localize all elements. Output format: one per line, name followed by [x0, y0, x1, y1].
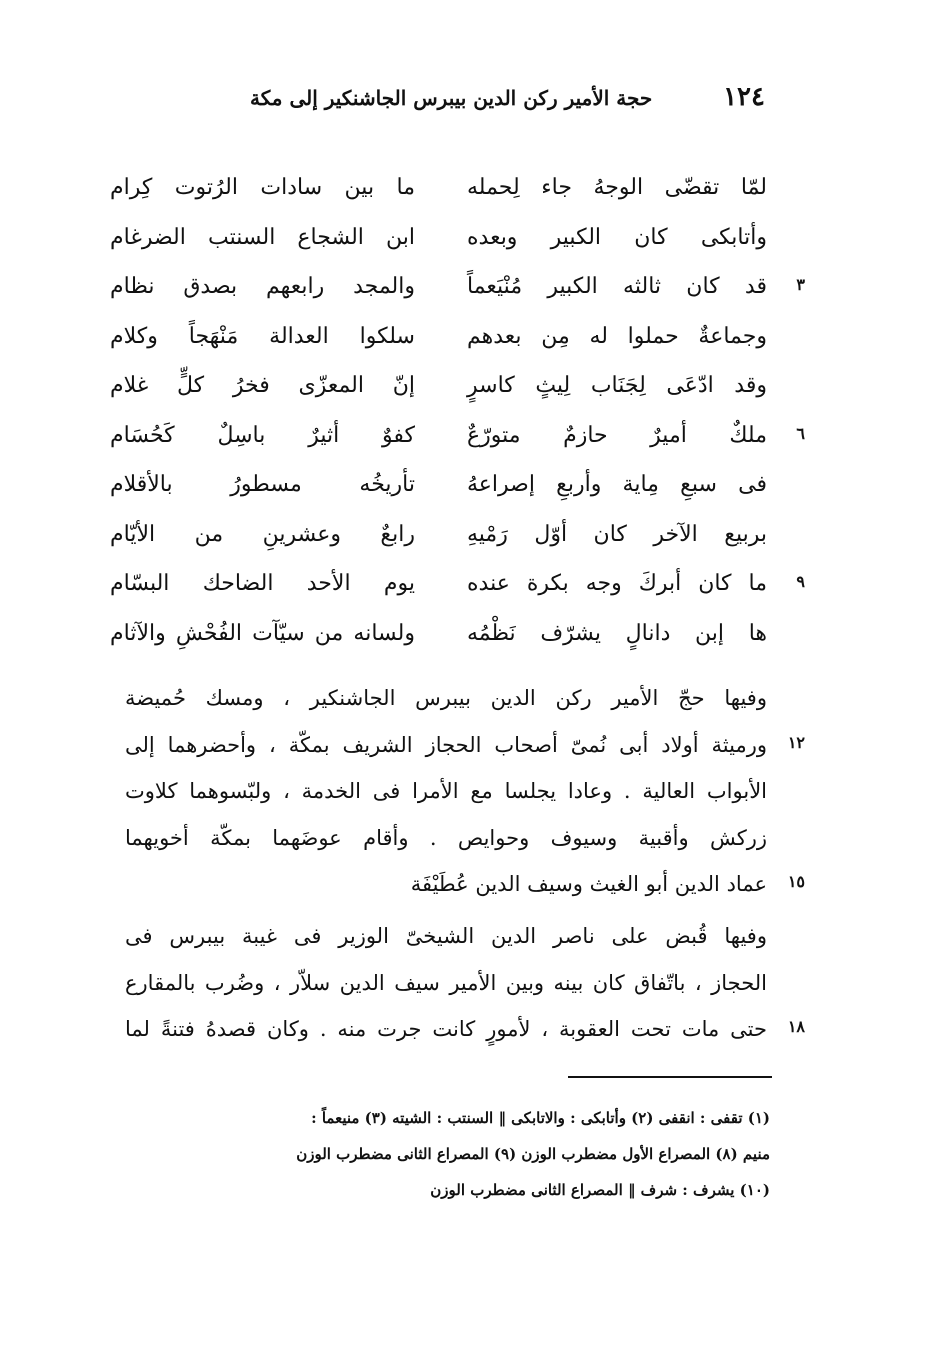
first-hemistich: قد كان ثالثه الكبير مُنْيَعماً	[467, 274, 767, 299]
verse-row	[110, 368, 805, 418]
verse-row	[110, 220, 805, 270]
line-number: ١٢	[787, 732, 805, 752]
second-hemistich: ولسانه من سيّآت الفُحْشِ والآثام	[110, 620, 415, 646]
text-line	[125, 965, 805, 1012]
verse-row	[110, 418, 805, 468]
line-text: وفيها قُبض على ناصر الدين الشيخىّ الوزير فى غيبة بيبرس فى	[125, 924, 767, 948]
first-hemistich: ها إبن دانالٍ يشرّف نَظْمُه	[467, 620, 767, 646]
verse-row	[110, 467, 805, 517]
first-hemistich: وجماعةٌ حملوا له مِن بعدهم	[467, 323, 767, 349]
first-hemistich: ملكٌ أميرٌ حازمٌ متورّعٌ	[467, 422, 767, 448]
second-hemistich: إنّ المعزّى فخرُ كلٍّ غلام	[110, 373, 415, 398]
line-number: ٩	[796, 572, 805, 591]
footnote-line: منيم (٨) المصراع الأول مضطرب الوزن (٩) المصراع الثانى مضطرب الوزن	[296, 1145, 770, 1163]
second-hemistich: كفوٌ أثيرٌ باسِلٌ كَحُسَام	[110, 422, 415, 448]
second-hemistich: تأريخُه مسطورُ بالأقلام	[110, 472, 415, 497]
footnote-line: (١٠) يشرف : شرف ‖ المصراع الثانى مضطرب الوزن	[430, 1181, 770, 1199]
text-line	[125, 918, 805, 965]
page-number: ١٢٤	[723, 82, 765, 112]
text-line	[125, 1011, 805, 1058]
second-hemistich: ابن الشجاع السنتب الضرغام	[110, 224, 415, 250]
footnote-separator	[568, 1076, 772, 1078]
text-line	[125, 727, 805, 774]
footnotes	[125, 1100, 770, 1208]
verse-row	[110, 566, 805, 616]
line-number: ١٥	[787, 872, 805, 892]
first-hemistich: فى سبعِ مِاية وأربعِ إصراعهُ	[467, 472, 767, 497]
second-hemistich: والمجد رابعهم بصدق نظام	[110, 274, 415, 299]
line-text: ورميثة أولاد أبى نُمىّ أصحاب الحجاز الشريف بمكّة ، وأحضرهما إلى	[125, 732, 767, 757]
line-number: ٣	[796, 275, 805, 294]
verse-row	[110, 517, 805, 567]
text-line	[125, 820, 805, 867]
line-text: عماد الدين أبو الغيث وسيف الدين عُطَيْفَة	[410, 872, 767, 897]
line-text: وفيها حجّ الأمير ركن الدين بيبرس الجاشنكير ، ومسك حُميضة	[125, 686, 767, 710]
line-text: الحجاز ، باتّفاق كان بينه وبين الأمير سيف الدين سلاّر ، وضُرب بالمقارع	[125, 970, 767, 995]
verse-row	[110, 170, 805, 220]
second-hemistich: ما بين سادات الرُتوت كِرام	[110, 175, 415, 200]
running-title: حجة الأمير ركن الدين بيبرس الجاشنكير إلى مكة	[250, 86, 653, 110]
prose-paragraph	[125, 918, 805, 1058]
second-hemistich: سلكوا العدالة مَنْهَجاً وكلام	[110, 323, 415, 349]
first-hemistich: وقد ادّعَى لِجَنَاب لِيثٍ كاسرٍ	[467, 373, 767, 398]
text-line	[125, 866, 805, 913]
verse-row	[110, 319, 805, 369]
line-number: ١٨	[787, 1017, 805, 1037]
first-hemistich: لمّا تقضّى الوجهُ جاء لِحمله	[467, 175, 767, 200]
text-line	[125, 680, 805, 727]
first-hemistich: وأتابكى كان الكبير وبعده	[467, 224, 767, 250]
prose-paragraph	[125, 680, 805, 913]
line-number: ٦	[796, 423, 805, 443]
line-text: زركش وأقبية وسيوف وحوايص . وأقام عوضَهما بمكّة أخويهما	[125, 825, 767, 850]
verse-row	[110, 616, 805, 666]
second-hemistich: رابعٌ وعشرينِ من الأيّام	[110, 521, 415, 547]
verse-row	[110, 269, 805, 319]
text-line	[125, 773, 805, 820]
first-hemistich: بربيع الآخر كان أوّل رَمْيهِ	[467, 521, 767, 547]
footnote-line: (١) تقفى : انقفى (٢) وأتابكى : والاتابكى ‖ السنتب : الشيته (٣) منيعماً :	[311, 1109, 770, 1127]
line-text: حتى مات تحت العقوبة ، لأمورٍ كانت جرت منه . وكان قصدهُ فتنةً لما	[125, 1017, 767, 1042]
first-hemistich: ما كان أبركَ وجه بكرة عنده	[467, 571, 767, 596]
second-hemistich: يوم الأحد الضاحك البسّام	[110, 571, 415, 596]
line-text: الأبواب العالية . وعادا يجلسا مع الأمرا فى الخدمة ، ولبّسوهما كلاوت	[125, 779, 767, 804]
page-header	[250, 82, 765, 122]
poem	[110, 170, 805, 665]
